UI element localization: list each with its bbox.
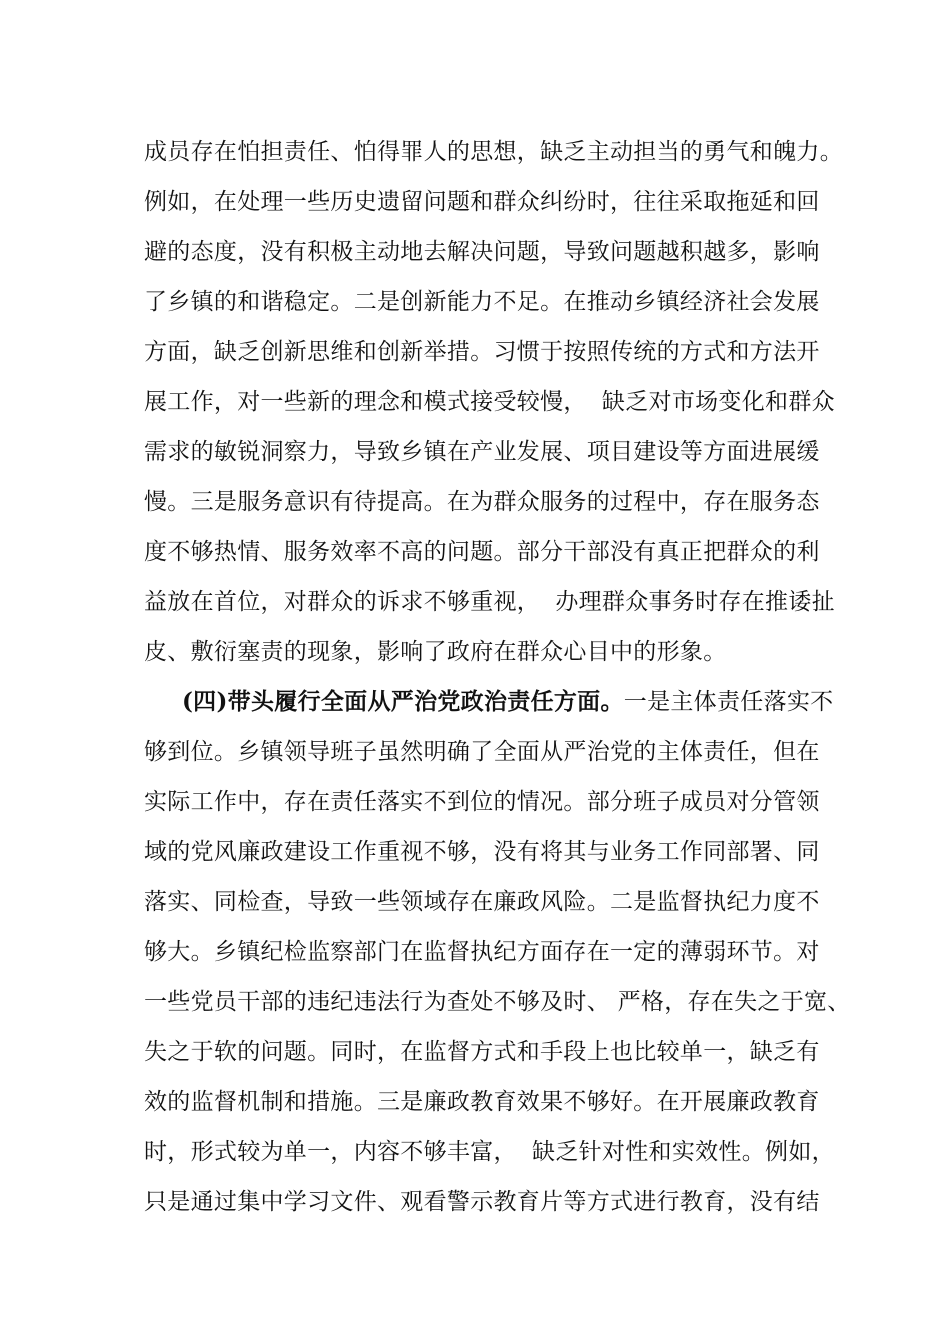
text-line: 只是通过集中学习文件、观看警示教育片等方式进行教育，没有结 xyxy=(144,1189,820,1215)
text-line: 成员存在怕担责任、怕得罪人的思想，缺乏主动担当的勇气和魄力。 xyxy=(144,139,843,165)
text-line: 时，形式较为单一，内容不够丰富， 缺乏针对性和实效性。例如， xyxy=(144,1139,835,1165)
text-line: 效的监督机制和措施。三是廉政教育效果不够好。在开展廉政教育 xyxy=(144,1089,820,1115)
text-line: 落实、同检查，导致一些领域存在廉政风险。二是监督执纪力度不 xyxy=(144,889,820,915)
text-line: 失之于软的问题。同时，在监督方式和手段上也比较单一，缺乏有 xyxy=(144,1039,820,1065)
text-line: 够到位。乡镇领导班子虽然明确了全面从严治党的主体责任，但在 xyxy=(144,739,820,765)
text-line: 需求的敏锐洞察力，导致乡镇在产业发展、项目建设等方面进展缓 xyxy=(144,439,820,465)
text-line: 方面，缺乏创新思维和创新举措。习惯于按照传统的方式和方法开 xyxy=(144,339,820,365)
text-line: 皮、敷衍塞责的现象，影响了政府在群众心目中的形象。 xyxy=(144,639,727,665)
text-line: 度不够热情、服务效率不高的问题。部分干部没有真正把群众的利 xyxy=(144,539,820,565)
text-line: 够大。乡镇纪检监察部门在监督执纪方面存在一定的薄弱环节。对 xyxy=(144,939,820,965)
section-heading-line xyxy=(144,677,844,727)
text-line: 域的党风廉政建设工作重视不够，没有将其与业务工作同部署、同 xyxy=(144,839,820,865)
text-line: 例如，在处理一些历史遗留问题和群众纠纷时，往往采取拖延和回 xyxy=(144,189,820,215)
text-line: 一些党员干部的违纪违法行为查处不够及时、 严格，存在失之于宽、 xyxy=(144,989,851,1015)
text-line: 避的态度，没有积极主动地去解决问题，导致问题越积越多，影响 xyxy=(144,239,820,265)
text-line: 益放在首位，对群众的诉求不够重视， 办理群众事务时存在推诿扯 xyxy=(144,589,835,615)
document-body xyxy=(144,127,851,1227)
text-line: 实际工作中，存在责任落实不到位的情况。部分班子成员对分管领 xyxy=(144,789,820,815)
section-heading-continuation: 一是主体责任落实不 xyxy=(623,689,834,715)
text-line: 展工作，对一些新的理念和模式接受较慢， 缺乏对市场变化和群众 xyxy=(144,389,835,415)
text-line: 慢。三是服务意识有待提高。在为群众服务的过程中，存在服务态 xyxy=(144,489,820,515)
section-heading: (四)带头履行全面从严治党政治责任方面。 xyxy=(182,688,624,715)
text-line: 了乡镇的和谐稳定。二是创新能力不足。在推动乡镇经济社会发展 xyxy=(144,289,820,315)
